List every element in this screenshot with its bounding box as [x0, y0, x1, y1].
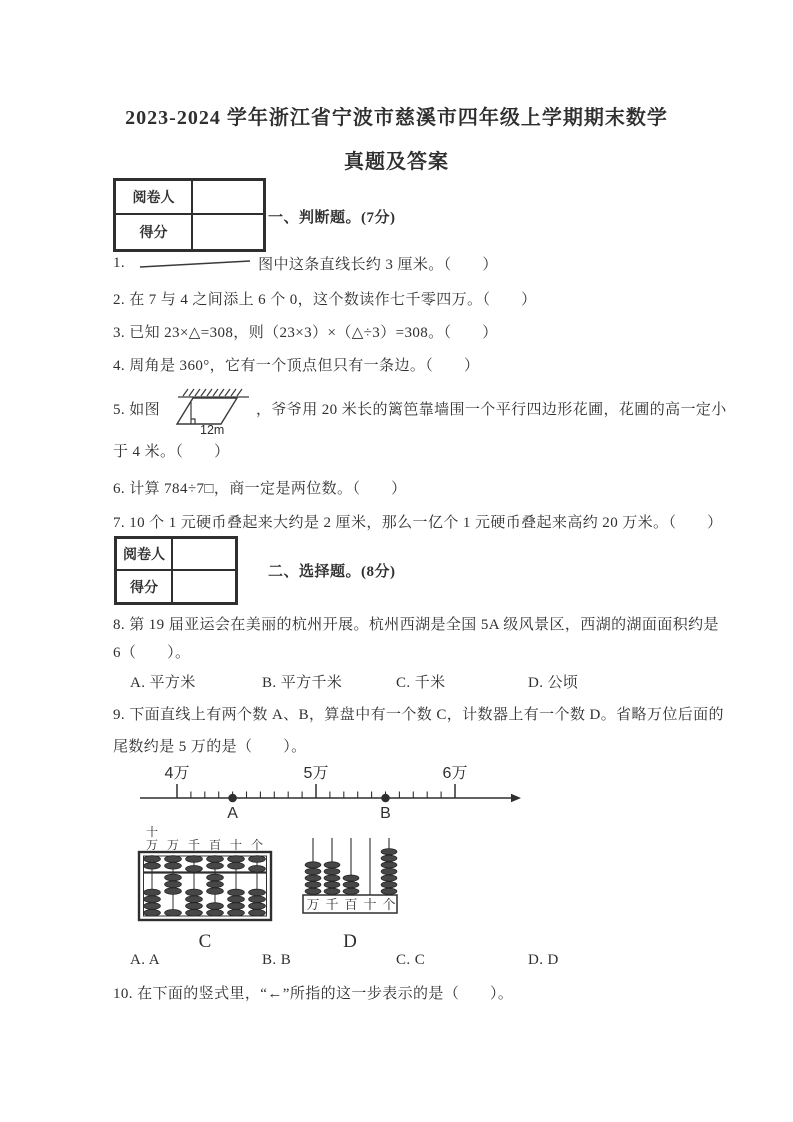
grader-label-2: 阅卷人: [116, 538, 172, 570]
svg-text:C: C: [198, 931, 212, 952]
svg-text:百: 百: [208, 838, 222, 852]
question-5-text-line2: 于 4 米。（ ）: [113, 444, 230, 460]
svg-text:十: 十: [363, 897, 377, 912]
question-3: 3. 已知 23×△=308，则（23×3）×（△÷3）=308。（ ）: [113, 325, 498, 341]
question-9-line2: 尾数约是 5 万的是（ ）。: [113, 739, 307, 755]
svg-text:个: 个: [382, 897, 396, 912]
svg-text:万: 万: [145, 838, 159, 852]
q8-option-c: C. 千米: [396, 675, 446, 691]
question-7: 7. 10 个 1 元硬币叠起来大约是 2 厘米，那么一亿个 1 元硬币叠起来高约 20 万米。（ ）: [113, 515, 723, 531]
question-5-prefix: 5. 如图: [113, 402, 161, 418]
question-6: 6. 计算 784÷7□，商一定是两位数。（ ）: [113, 481, 407, 497]
grader-blank-cell-2: [172, 538, 236, 570]
question-8-line2: 6（ ）。: [113, 645, 191, 661]
svg-text:A: A: [227, 805, 238, 822]
svg-text:万: 万: [306, 897, 320, 912]
score-label: 得分: [115, 214, 192, 250]
line-segment-figure: [137, 256, 253, 272]
svg-text:5万: 5万: [303, 765, 329, 782]
svg-text:4万: 4万: [164, 765, 190, 782]
grader-score-table-1: [113, 178, 266, 252]
q8-option-a: A. 平方米: [130, 675, 196, 691]
score-label-2: 得分: [116, 570, 172, 603]
svg-text:个: 个: [250, 838, 264, 852]
svg-text:B: B: [380, 805, 391, 822]
question-8-line1: 8. 第 19 届亚运会在美丽的杭州开展。杭州西湖是全国 5A 级风景区，西湖的湖面面积约是: [113, 617, 719, 633]
score-blank-cell: [192, 214, 264, 250]
parallelogram-base-label: 12m: [200, 423, 225, 437]
page-title-line2: 真题及答案: [344, 151, 449, 173]
svg-text:万: 万: [166, 838, 180, 852]
q8-option-d: D. 公顷: [528, 675, 579, 691]
q9-option-b: B. B: [262, 952, 292, 968]
question-5-text: ，爷爷用 20 米长的篱笆靠墙围一个平行四边形花圃，花圃的高一定小: [256, 402, 727, 418]
svg-text:百: 百: [344, 897, 358, 912]
question-4: 4. 周角是 360°，它有一个顶点但只有一条边。（ ）: [113, 358, 480, 374]
q9-option-a: A. A: [130, 952, 160, 968]
grader-blank-cell: [192, 180, 264, 214]
q8-option-b: B. 平方千米: [262, 675, 343, 691]
parallelogram-figure: [170, 385, 254, 437]
question-1-text: 图中这条直线长约 3 厘米。（ ）: [258, 257, 498, 273]
section-heading-judgement: 一、判断题。(7分): [268, 210, 396, 226]
svg-text:6万: 6万: [442, 765, 468, 782]
counter-figure: [295, 823, 410, 953]
question-10: 10. 在下面的竖式里，“←”所指的这一步表示的是（ ）。: [113, 986, 514, 1002]
abacus-figure: [135, 823, 280, 958]
svg-text:十: 十: [229, 838, 243, 852]
grader-label: 阅卷人: [115, 180, 192, 214]
question-1: [113, 253, 498, 274]
score-blank-cell-2: [172, 570, 236, 603]
svg-text:D: D: [343, 931, 357, 952]
question-9-line1: 9. 下面直线上有两个数 A、B，算盘中有一个数 C，计数器上有一个数 D。省略万位后面的: [113, 707, 724, 723]
question-2: 2. 在 7 与 4 之间添上 6 个 0，这个数读作七千零四万。（ ）: [113, 292, 537, 308]
svg-text:千: 千: [187, 838, 201, 852]
svg-text:十: 十: [145, 825, 159, 839]
q9-option-d: D. D: [528, 952, 559, 968]
page-title-line1: 2023-2024 学年浙江省宁波市慈溪市四年级上学期期末数学: [125, 107, 668, 129]
grader-score-table-2: [114, 536, 238, 605]
svg-text:千: 千: [325, 897, 339, 912]
question-1-number: 1.: [113, 255, 126, 271]
q9-option-c: C. C: [396, 952, 426, 968]
section-heading-choice: 二、选择题。(8分): [268, 564, 396, 580]
number-line-figure: [112, 758, 552, 822]
